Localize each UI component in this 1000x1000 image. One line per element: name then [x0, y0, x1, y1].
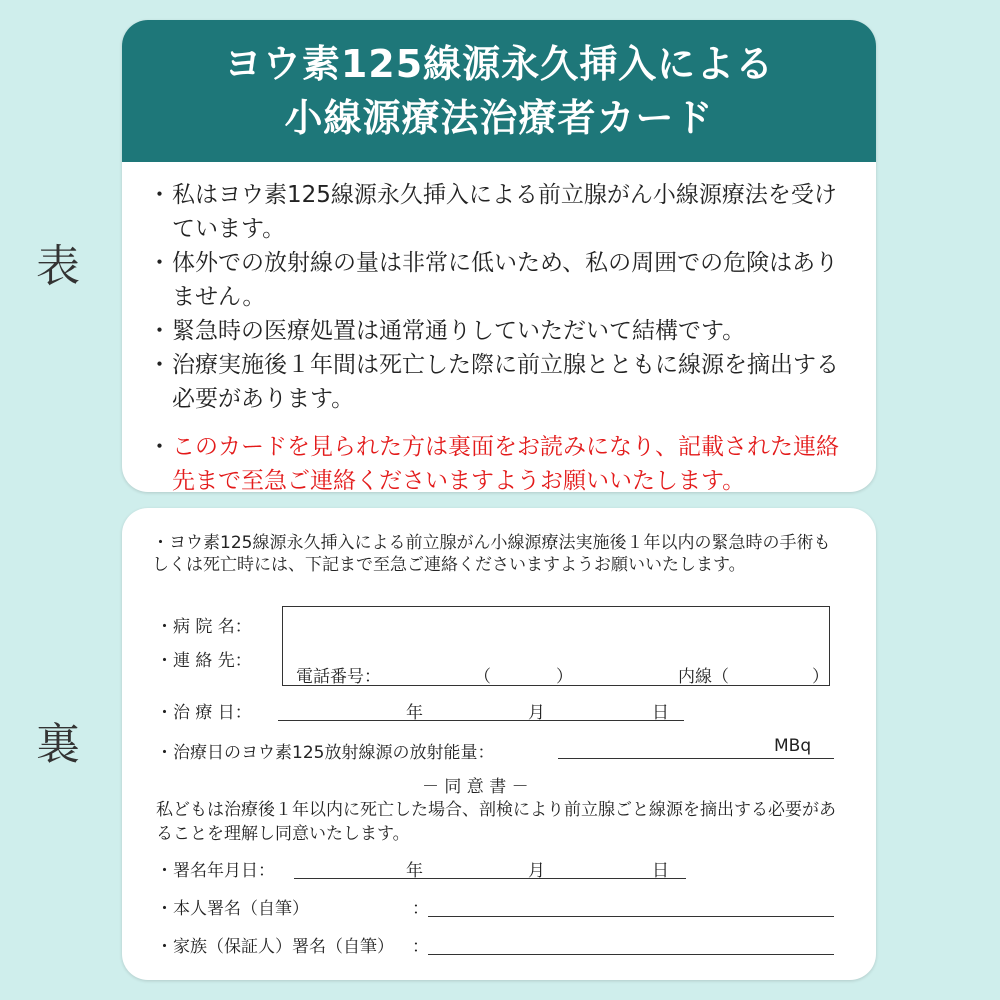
activity-unit: MBq [774, 736, 812, 756]
back-side-label: 裏 [36, 719, 80, 770]
consent-text: 私どもは治療後１年以内に死亡した場合、剖検により前立腺ごと線源を摘出する必要があることを理解し同意いたします。 [156, 800, 836, 844]
family-sign-colon: ： [412, 937, 429, 957]
signature-day: 日 [652, 861, 669, 881]
signature-date-label: ・署名年月日： [156, 861, 275, 881]
card-back-body [122, 508, 876, 980]
card-title-line1: ヨウ素125線源永久挿入による [223, 42, 775, 86]
hospital-label: ・病 院 名： [156, 617, 252, 637]
bullet-item: ・ 私はヨウ素125線源永久挿入による前立腺がん小線源療法を受けています。 [148, 182, 837, 242]
self-sign-label: ・本人署名（自筆） [156, 899, 309, 919]
card-front [122, 20, 876, 492]
family-sign-label: ・家族（保証人）署名（自筆） [156, 937, 394, 957]
phone-paren-close: ） [556, 667, 573, 687]
consent-title: － 同 意 書 － [422, 777, 529, 797]
self-sign-field[interactable] [428, 916, 834, 917]
extension-paren-close: ） [812, 667, 829, 687]
activity-field[interactable] [558, 758, 834, 759]
self-sign-colon: ： [412, 899, 429, 919]
activity-label: ・治療日のヨウ素125放射線源の放射能量： [156, 743, 495, 763]
phone-label: 電話番号： [296, 667, 381, 687]
treatment-month: 月 [528, 703, 545, 723]
treatment-date-label: ・治 療 日： [156, 703, 252, 723]
extension-label: 内線（ [678, 667, 729, 687]
bullet-item: ・ 緊急時の医療処置は通常通りしていただいて結構です。 [148, 318, 746, 344]
contact-label: ・連 絡 先： [156, 651, 252, 671]
signature-year: 年 [406, 861, 423, 881]
back-intro-text: ・ヨウ素125線源永久挿入による前立腺がん小線源療法実施後１年以内の緊急時の手術もしくは死亡時には、下記まで至急ご連絡くださいますようお願いいたします。 [152, 533, 831, 575]
card-back [122, 508, 876, 980]
treatment-date-field[interactable] [278, 720, 684, 721]
emergency-notice: ・ このカードを見られた方は裏面をお読みになり、記載された連絡先まで至急ご連絡くださいますようお願いいたします。 [148, 434, 839, 492]
card-front-body [122, 162, 876, 492]
card-title-line2: 小線源療法治療者カード [284, 96, 714, 140]
bullet-item: ・ 治療実施後１年間は死亡した際に前立腺とともに線源を摘出する必要があります。 [148, 352, 839, 412]
signature-date-field[interactable] [294, 878, 686, 879]
front-side-label: 表 [36, 241, 80, 292]
family-sign-field[interactable] [428, 954, 834, 955]
treatment-year: 年 [406, 703, 423, 723]
phone-paren-open: （ [474, 667, 491, 687]
bullet-item: ・ 体外での放射線の量は非常に低いため、私の周囲での危険はありません。 [148, 250, 839, 310]
card-header [122, 20, 876, 162]
signature-month: 月 [528, 861, 545, 881]
treatment-day: 日 [652, 703, 669, 723]
